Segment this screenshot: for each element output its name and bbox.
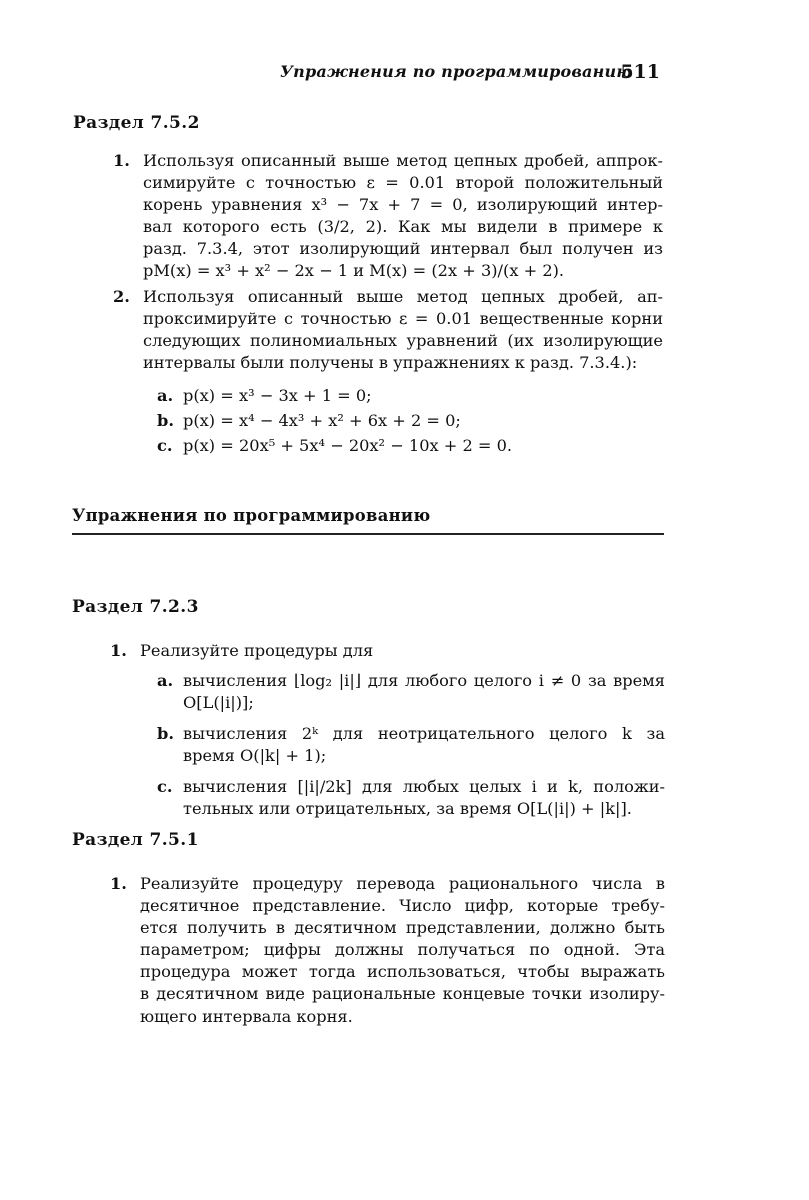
item-text: [183, 723, 665, 767]
text-line: вычисления ⌊log₂ |i|⌋ для любого целого i ≠ 0 за время: [183, 671, 665, 690]
equation: p(x) = x³ − 3x + 1 = 0;: [183, 386, 372, 405]
section-title-7-2-3: Раздел 7.2.3: [72, 597, 199, 617]
exercise-7-5-2-1: [113, 150, 663, 283]
section-title-7-5-2: Раздел 7.5.2: [73, 113, 200, 133]
text-line: время O(|k| + 1);: [183, 746, 327, 766]
programming-exercises-heading: Упражнения по программированию: [72, 506, 431, 525]
item-text: [183, 670, 665, 714]
item-label: a.: [157, 386, 174, 405]
list-item: [157, 670, 665, 714]
list-item: [157, 408, 657, 433]
running-head: [280, 62, 660, 92]
text-line: процедура может тогда использоваться, чтобы выражать: [140, 962, 665, 982]
text-line: Используя описанный выше метод цепных дробей, ап-: [143, 287, 663, 306]
list-item: [157, 383, 657, 408]
list-item: [157, 433, 657, 458]
exercise-7-2-3-1: [110, 640, 665, 662]
exercise-text: [140, 873, 665, 1028]
item-label: b.: [157, 724, 174, 744]
text-line: O[L(|i|)];: [183, 693, 254, 713]
text-line: pM(x) = x³ + x² − 2x − 1 и M(x) = (2x + 3)/(x + 2).: [143, 261, 565, 281]
list-item: [157, 723, 665, 767]
text-line: корень уравнения x³ − 7x + 7 = 0, изолирующий интер-: [143, 195, 663, 215]
list-item: [157, 776, 665, 820]
equation: p(x) = 20x⁵ + 5x⁴ − 20x² − 10x + 2 = 0.: [183, 436, 513, 455]
subitem-list: [157, 670, 665, 821]
exercise-text: [143, 150, 663, 283]
text-line: параметром; цифры должны получаться по одной. Эта: [140, 940, 665, 960]
exercise-7-5-1-1: [110, 873, 665, 1028]
heading-rule: [72, 533, 664, 535]
text-line: ется получить в десятичном представлении, должно быть: [140, 918, 665, 938]
item-label: b.: [157, 411, 174, 430]
text-line: вычисления 2ᵏ для неотрицательного целого k за: [183, 724, 665, 744]
page-number: 511: [620, 61, 660, 83]
item-label: c.: [157, 777, 173, 797]
exercise-number: 1.: [110, 874, 127, 893]
exercise-number: 1.: [113, 151, 130, 170]
text-line: десятичное представление. Число цифр, которые требу-: [140, 896, 665, 916]
exercise-number: 2.: [113, 287, 130, 306]
exercise-number: 1.: [110, 641, 127, 660]
text-line: в десятичном виде рациональные концевые точки изолиру-: [140, 984, 665, 1004]
text-line: следующих полиномиальных уравнений (их изолирующие: [143, 331, 663, 351]
item-label: c.: [157, 436, 173, 455]
subitem-list: [157, 383, 657, 458]
text-line: разд. 7.3.4, этот изолирующий интервал был получен из: [143, 239, 663, 259]
text-line: вал которого есть (3/2, 2). Как мы видели в примере к: [143, 217, 663, 237]
section-title-7-5-1: Раздел 7.5.1: [72, 830, 199, 850]
equation: p(x) = x⁴ − 4x³ + x² + 6x + 2 = 0;: [183, 411, 461, 430]
text-line: интервалы были получены в упражнениях к разд. 7.3.4.):: [143, 353, 638, 373]
exercise-intro: Реализуйте процедуры для: [140, 641, 374, 660]
text-line: ющего интервала корня.: [140, 1006, 353, 1026]
text-line: проксимируйте с точностью ε = 0.01 вещественные корни: [143, 309, 663, 329]
text-line: вычисления [|i|/2k] для любых целых i и k, положи-: [183, 777, 665, 797]
exercise-text: [143, 286, 663, 374]
item-text: [183, 776, 665, 820]
text-line: Используя описанный выше метод цепных дробей, аппрок-: [143, 151, 663, 170]
running-head-title: Упражнения по программированию: [280, 62, 633, 81]
text-line: симируйте с точностью ε = 0.01 второй положительный: [143, 173, 663, 193]
text-line: Реализуйте процедуру перевода рационального числа в: [140, 874, 665, 893]
item-label: a.: [157, 671, 174, 690]
text-line: тельных или отрицательных, за время O[L(|i|) + |k|].: [183, 799, 632, 819]
exercise-7-5-2-2: [113, 286, 663, 374]
